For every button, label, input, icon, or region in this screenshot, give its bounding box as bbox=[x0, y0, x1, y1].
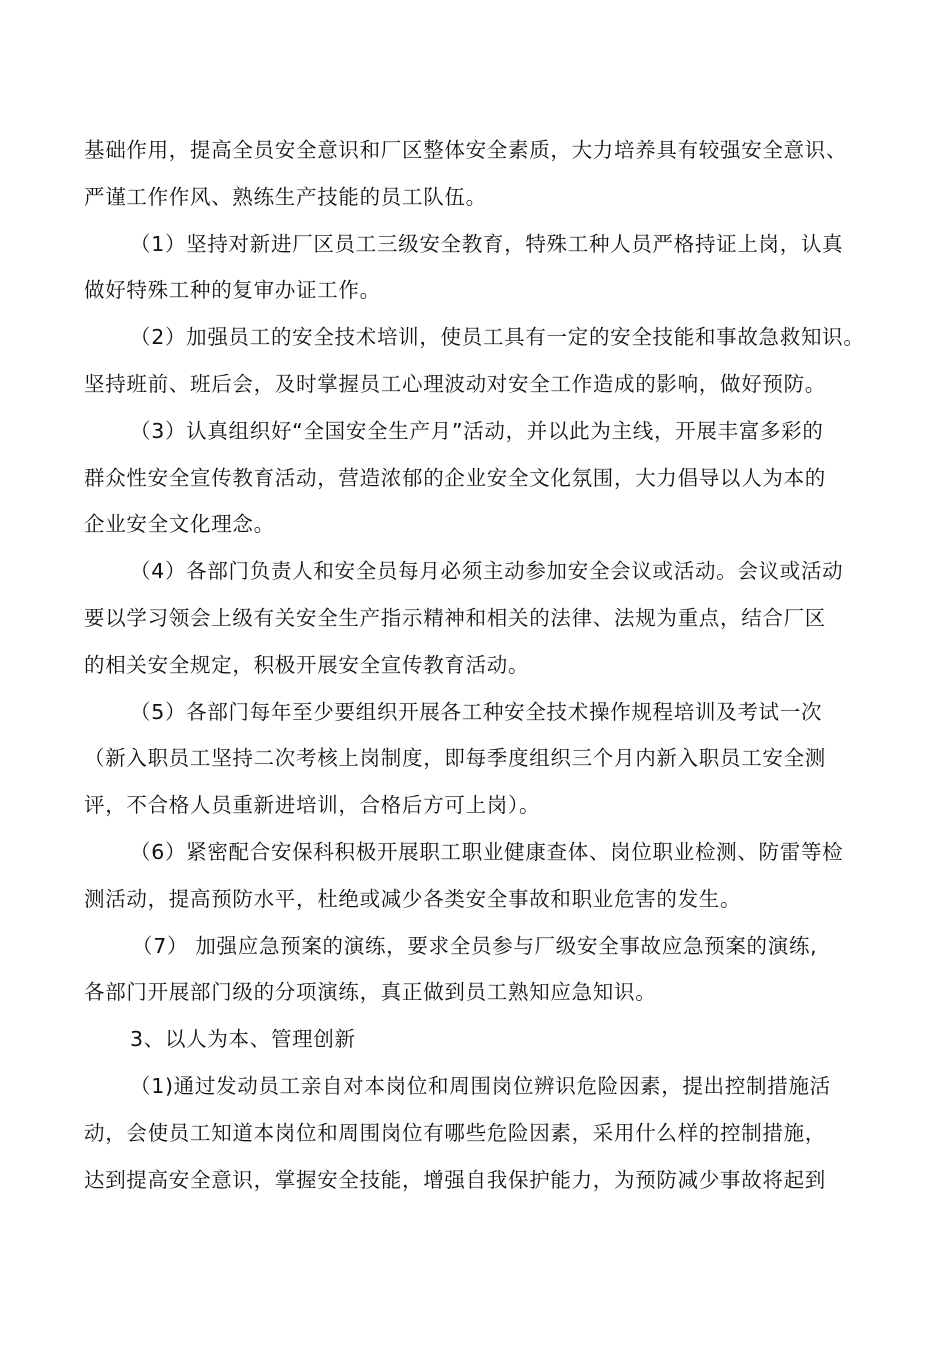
text-line: （6）紧密配合安保科积极开展职工职业健康查体、岗位职业检测、防雷等检 bbox=[130, 839, 844, 864]
text-line: （4）各部门负责人和安全员每月必须主动参加安全会议或活动。会议或活动 bbox=[130, 559, 844, 584]
text-line: （1)通过发动员工亲自对本岗位和周围岗位辨识危险因素，提出控制措施活 bbox=[130, 1073, 831, 1098]
text-line: 严谨工作作风、熟练生产技能的员工队伍。 bbox=[84, 184, 487, 209]
body-text bbox=[84, 127, 884, 1203]
text-line: 各部门开展部门级的分项演练，真正做到员工熟知应急知识。 bbox=[84, 980, 657, 1005]
text-line: （新入职员工坚持二次考核上岗制度，即每季度组织三个月内新入职员工安全测 bbox=[84, 746, 826, 771]
text-line: 达到提高安全意识，掌握安全技能，增强自我保护能力，为预防减少事故将起到 bbox=[84, 1167, 826, 1192]
text-line: （7） 加强应急预案的演练，要求全员参与厂级安全事故应急预案的演练, bbox=[132, 933, 818, 958]
text-line: 测活动，提高预防水平，杜绝或减少各类安全事故和职业危害的发生。 bbox=[84, 886, 742, 911]
text-line: （3）认真组织好“全国安全生产月”活动，并以此为主线，开展丰富多彩的 bbox=[130, 418, 824, 443]
text-line: 企业安全文化理念。 bbox=[84, 512, 275, 537]
text-line: 群众性安全宣传教育活动，营造浓郁的企业安全文化氛围，大力倡导以人为本的 bbox=[84, 465, 826, 490]
text-line: 的相关安全规定，积极开展安全宣传教育活动。 bbox=[84, 652, 530, 677]
text-line: （2）加强员工的安全技术培训，使员工具有一定的安全技能和事故急救知识。 bbox=[130, 325, 865, 350]
text-line: （1）坚持对新进厂区员工三级安全教育，特殊工种人员严格持证上岗，认真 bbox=[130, 231, 844, 256]
text-line: （5）各部门每年至少要组织开展各工种安全技术操作规程培训及考试一次 bbox=[130, 699, 823, 724]
text-line: 做好特殊工种的复审办证工作。 bbox=[84, 278, 381, 303]
text-line: 要以学习领会上级有关安全生产指示精神和相关的法律、法规为重点，结合厂区 bbox=[84, 605, 826, 630]
text-line: 坚持班前、班后会，及时掌握员工心理波动对安全工作造成的影响，做好预防。 bbox=[84, 371, 826, 396]
text-line: 基础作用，提高全员安全意识和厂区整体安全素质，大力培养具有较强安全意识、 bbox=[84, 138, 848, 162]
text-line: 评，不合格人员重新进培训，合格后方可上岗）。 bbox=[84, 793, 541, 818]
section-heading: 3、以人为本、管理创新 bbox=[130, 1027, 356, 1052]
text-line: 动，会使员工知道本岗位和周围岗位有哪些危险因素，采用什么样的控制措施， bbox=[84, 1120, 826, 1145]
